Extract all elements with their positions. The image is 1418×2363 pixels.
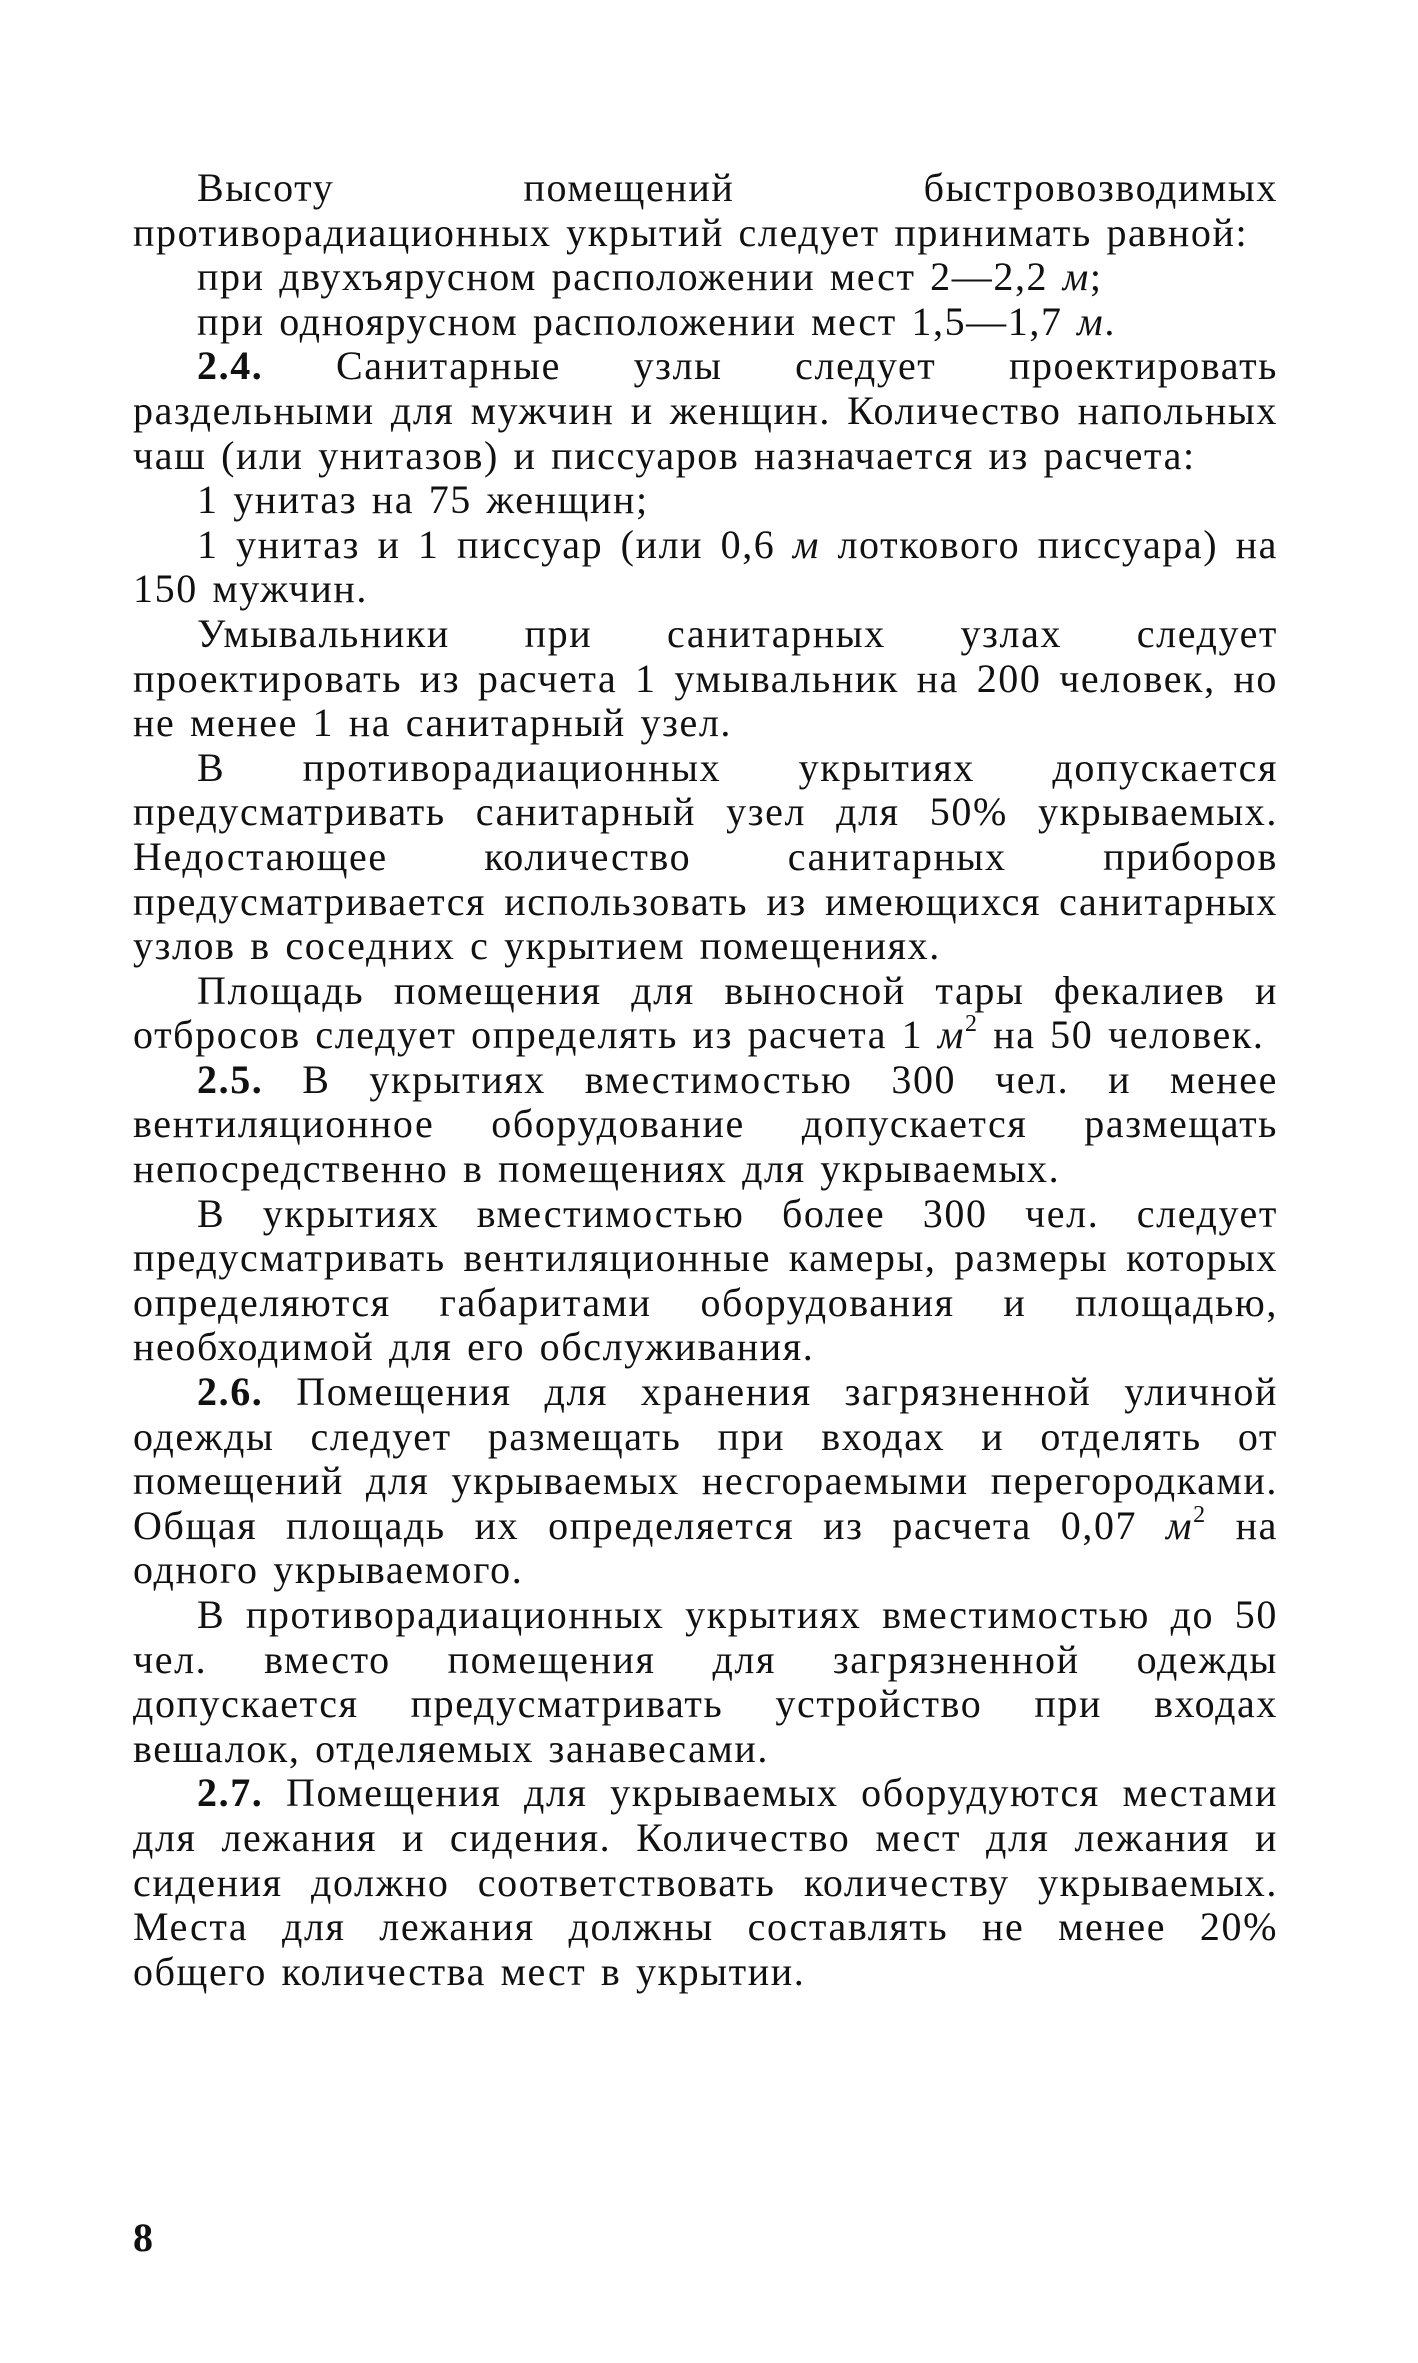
paragraph-section-2-6: 2.6. Помещения для хранения загрязненной уличной одежды следует размещать при входах и отделять от помещений для укрываемых несгораемыми перегородками. Общая площадь их определяется из расчета 0,07 $м^2$ на одного укрываемого. xyxy=(133,1369,1278,1593)
paragraph-one-tier-height: при одноярусном расположении мест 1,5—1,7 м. xyxy=(197,298,1116,344)
paragraph-two-tier-height: при двухъярусном расположении мест 2—2,2 м; xyxy=(197,254,1103,300)
unit-exponent: 2 xyxy=(1193,1502,1207,1529)
unit-meter: м xyxy=(1077,298,1105,344)
unit-exponent: 2 xyxy=(965,1011,979,1038)
unit-square-meter: м xyxy=(937,1012,966,1058)
section-number: 2.7. xyxy=(197,1770,264,1816)
paragraph-section-2-4: 2.4. Санитарные узлы следует проектировать раздельными для мужчин и женщин. Количество напольных чаш (или унитазов) и писсуаров назначается из расчета: xyxy=(133,343,1278,478)
section-number: 2.4. xyxy=(197,343,264,389)
paragraph-shelter-height: Высоту помещений быстровозводимых противорадиационных укрытий следует принимать равной: xyxy=(133,165,1278,255)
paragraph-washbasins: Умывальники при санитарных узлах следует проектировать из расчета 1 умывальник на 200 человек, но не менее 1 на санитарный узел. xyxy=(133,610,1278,746)
paragraph-toilets-men: 1 унитаз и 1 писсуар (или 0,6 м лоткового писсуара) на 150 мужчин. xyxy=(133,521,1278,612)
paragraph-ventilation-chambers: В укрытиях вместимостью более 300 чел. следует предусматривать вентиляционные камеры, размеры которых определяются габаритами оборудования и площадью, необходимой для его обслуживания. xyxy=(133,1190,1278,1370)
section-number: 2.6. xyxy=(197,1369,264,1415)
paragraph-sanitary-share: В противорадиационных укрытиях допускается предусматривать санитарный узел для 50% укрываемых. Недостающее количество санитарных приборов предусматривается использовать из имеющихся санитарных узлов в соседних с укрытием помещениях. xyxy=(133,744,1278,969)
unit-meter: м xyxy=(792,521,821,567)
body-text xyxy=(133,166,1278,1994)
paragraph-toilets-women: 1 унитаз на 75 женщин; xyxy=(197,477,649,523)
unit-square-meter: м xyxy=(1166,1502,1194,1548)
page-number: 8 xyxy=(133,2215,153,2260)
paragraph-section-2-7: 2.7. Помещения для укрываемых оборудуются местами для лежания и сидения. Количество мест для лежания и сидения должно соответствовать количеству укрываемых. Места для лежания должны составлять не менее 20% общего количества мест в укрытии. xyxy=(133,1770,1278,1994)
section-number: 2.5. xyxy=(197,1056,264,1102)
paragraph-hangers: В противорадиационных укрытиях вместимостью до 50 чел. вместо помещения для загрязненной одежды допускается предусматривать устройство при входах вешалок, отделяемых занавесами. xyxy=(133,1592,1278,1771)
unit-meter: м xyxy=(1062,254,1090,300)
paragraph-section-2-5: 2.5. В укрытиях вместимостью 300 чел. и менее вентиляционное оборудование допускается размещать непосредственно в помещениях для укрываемых. xyxy=(133,1056,1278,1192)
paragraph-waste-room: Площадь помещения для выносной тары фекалиев и отбросов следует определять из расчета 1 $м^2$ на 50 человек. xyxy=(133,967,1278,1058)
